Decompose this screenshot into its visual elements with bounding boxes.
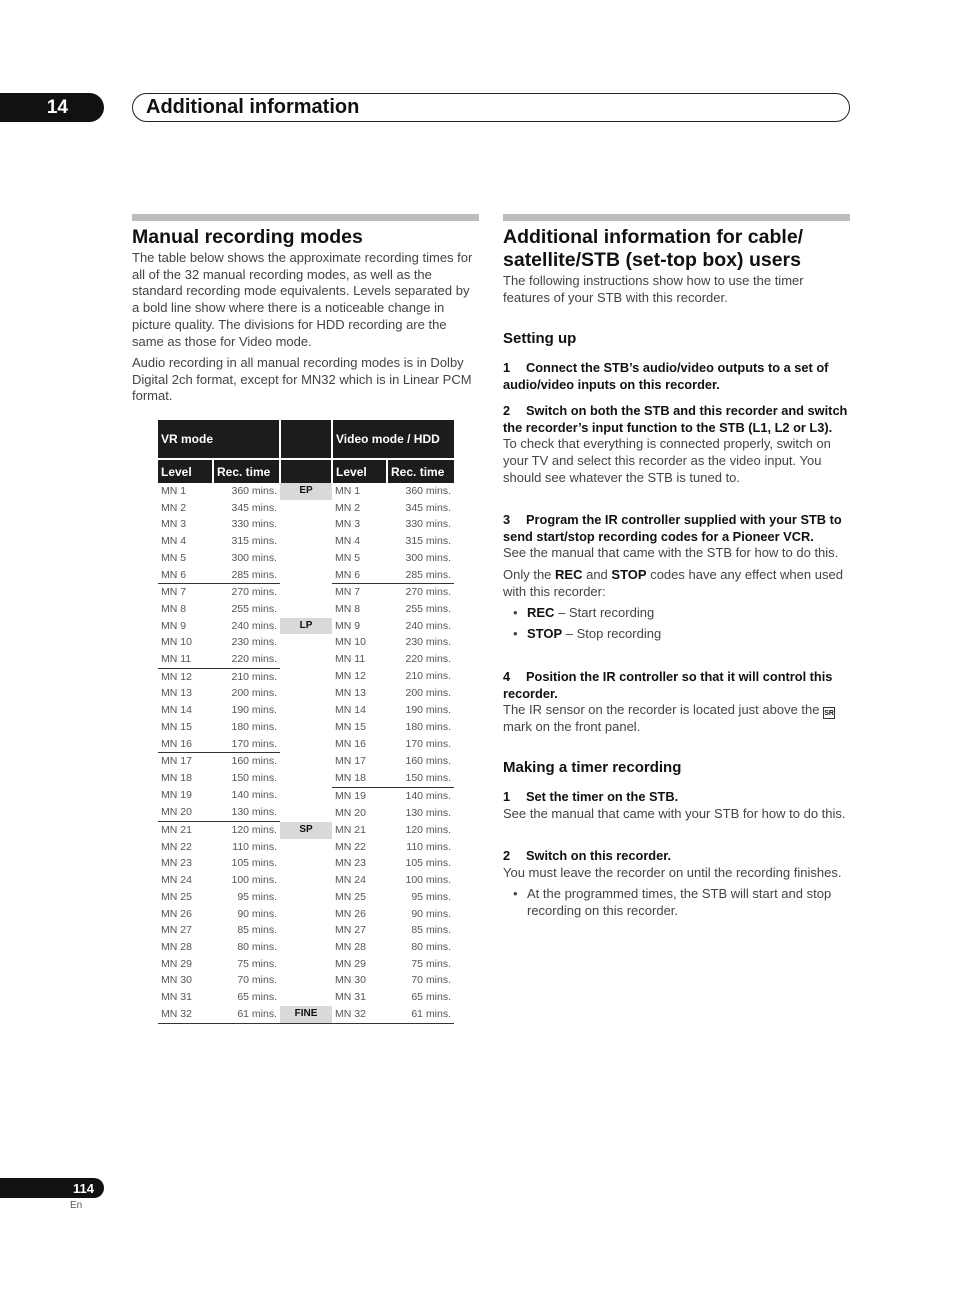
- video-time-cell: 160 mins.: [405, 755, 452, 767]
- equivalent-mode-cell: [280, 601, 332, 618]
- table-row: [158, 822, 454, 839]
- video-time-cell: 120 mins.: [405, 823, 452, 836]
- step-1: [503, 360, 850, 393]
- table-row: [158, 922, 454, 939]
- table-row: [158, 839, 454, 856]
- vr-time-cell: 220 mins.: [231, 653, 278, 666]
- step-2-body: To check that everything is connected properly, switch on your TV and select this recorder as the video input. You should see whatever the STB is tuned to.: [503, 436, 831, 485]
- page-number: 114: [0, 1178, 104, 1198]
- step-3-number: 3: [503, 512, 511, 527]
- video-level-cell: MN 5: [335, 551, 361, 564]
- vr-level-cell: MN 23: [161, 857, 192, 870]
- vr-level-cell: MN 20: [161, 806, 192, 819]
- video-time-cell: 61 mins.: [387, 1006, 454, 1023]
- equivalent-mode-cell: [280, 651, 332, 668]
- table-row: [158, 787, 454, 804]
- stop-code: STOP: [611, 566, 647, 582]
- section-divider-left: [132, 214, 479, 221]
- table-row: [158, 668, 454, 685]
- vr-level-cell: MN 6: [161, 568, 187, 581]
- video-time-cell: 360 mins.: [405, 485, 452, 497]
- vr-time-cell: 255 mins.: [231, 602, 278, 615]
- video-level-cell: MN 26: [335, 907, 366, 920]
- equivalent-mode-cell: FINE: [280, 1006, 332, 1023]
- equivalent-mode-cell: [280, 719, 332, 736]
- equivalent-mode-cell: [280, 972, 332, 989]
- equivalent-mode-cell: EP: [280, 483, 332, 500]
- video-time-cell: 220 mins.: [405, 653, 452, 666]
- video-time-cell: 285 mins.: [405, 568, 452, 581]
- vr-level-cell: MN 28: [161, 940, 192, 953]
- equivalent-mode-cell: LP: [280, 618, 332, 635]
- video-level-cell: MN 28: [335, 940, 366, 953]
- rec-code: REC: [555, 566, 583, 582]
- video-level-cell: MN 18: [335, 771, 366, 784]
- vr-time-cell: 315 mins.: [231, 535, 278, 548]
- vr-time-cell: 110 mins.: [232, 840, 278, 853]
- vr-time-cell: 190 mins.: [231, 704, 278, 717]
- vr-time-cell: 285 mins.: [231, 568, 278, 581]
- vr-level-cell: MN 3: [161, 518, 187, 531]
- timer-step-2-bullet: • At the programmed times, the STB will start and stop recording on this recorder.: [513, 886, 832, 918]
- vr-level-cell: MN 21: [158, 822, 213, 839]
- video-level-cell: MN 9: [335, 619, 361, 632]
- video-level-cell: MN 25: [335, 890, 366, 903]
- video-level-cell: MN 23: [335, 857, 366, 870]
- table-row: [158, 972, 454, 989]
- table-row: [158, 889, 454, 906]
- equivalent-mode-cell: [280, 804, 332, 821]
- vr-level-cell: MN 7: [158, 584, 213, 601]
- sr-mark-icon: SR: [823, 707, 835, 719]
- video-level-cell: MN 13: [335, 687, 366, 700]
- table-row: [158, 872, 454, 889]
- video-level-cell: MN 1: [335, 485, 361, 497]
- vr-level-cell: MN 13: [161, 687, 192, 700]
- video-level-cell: MN 21: [335, 823, 366, 836]
- equivalent-mode-cell: [280, 839, 332, 856]
- vr-time-cell: 360 mins.: [231, 485, 278, 497]
- vr-level-cell: MN 17: [158, 753, 213, 770]
- vr-time-cell: 105 mins.: [231, 857, 278, 870]
- equivalent-header: [280, 420, 332, 459]
- timer-step-2-number: 2: [503, 848, 511, 863]
- vr-time-cell: 80 mins.: [237, 940, 278, 953]
- video-time-cell: 85 mins.: [411, 924, 452, 937]
- vr-level-cell: MN 5: [161, 551, 187, 564]
- video-time-cell: 95 mins.: [411, 890, 452, 903]
- equivalent-mode-cell: [280, 956, 332, 973]
- timer-step-1-text: Set the timer on the STB.: [526, 789, 679, 804]
- table-row: [158, 533, 454, 550]
- video-time-cell: 345 mins.: [405, 501, 452, 514]
- vr-time-cell: 95 mins.: [237, 890, 278, 903]
- table-row: [158, 634, 454, 651]
- vr-time-cell: 210 mins.: [213, 668, 280, 685]
- table-row: [158, 550, 454, 567]
- timer-step-1-number: 1: [503, 789, 511, 804]
- table-row: [158, 989, 454, 1006]
- vr-level-cell: MN 19: [161, 789, 192, 802]
- vr-level-cell: MN 32: [158, 1006, 213, 1023]
- subheading-timer-recording: Making a timer recording: [503, 759, 682, 776]
- table-row: [158, 719, 454, 736]
- equivalent-mode-cell: [280, 889, 332, 906]
- table-row: [158, 584, 454, 601]
- table-row: [158, 702, 454, 719]
- vr-level-cell: MN 18: [161, 772, 192, 785]
- vr-level-cell: MN 31: [161, 991, 192, 1004]
- vr-time-cell: 200 mins.: [231, 687, 278, 700]
- step-2: [503, 403, 850, 486]
- table-row: [158, 483, 454, 500]
- video-time-cell: 180 mins.: [405, 720, 452, 733]
- step-2-text: Switch on both the STB and this recorder and switch the recorder’s input function to the STB (L1, L2 or L3).: [503, 403, 848, 435]
- video-level-cell: MN 24: [335, 874, 366, 887]
- video-level-cell: MN 7: [332, 584, 387, 601]
- manual-modes-audio-note: Audio recording in all manual recording modes is in Dolby Digital 2ch format, except for MN32 which is in Linear PCM format.: [132, 355, 472, 404]
- video-time-cell: 330 mins.: [405, 518, 452, 531]
- table-row: [158, 500, 454, 517]
- video-time-cell: 315 mins.: [405, 535, 452, 548]
- vr-time-cell: 90 mins.: [237, 907, 278, 920]
- video-time-cell: 270 mins.: [387, 584, 454, 601]
- vr-level-cell: MN 16: [161, 737, 192, 750]
- video-time-cell: 90 mins.: [411, 907, 452, 920]
- equivalent-mode-cell: [280, 770, 332, 787]
- chapter-title: Additional information: [132, 93, 850, 122]
- timer-step-2-text: Switch on this recorder.: [526, 848, 672, 863]
- vr-level-cell: MN 29: [161, 957, 192, 970]
- section-title-stb-line1: Additional information for cable/: [503, 226, 804, 248]
- equivalent-mode-cell: [280, 668, 332, 685]
- equivalent-mode-cell: [280, 567, 332, 584]
- video-time-cell: 150 mins.: [405, 771, 452, 784]
- video-time-cell: 140 mins.: [387, 787, 454, 804]
- video-level-cell: MN 19: [332, 787, 387, 804]
- recording-modes-table: [158, 420, 454, 1024]
- level-header-vr: Level: [158, 459, 213, 483]
- video-mode-header: Video mode / HDD: [332, 420, 454, 459]
- video-time-cell: 70 mins.: [411, 974, 452, 987]
- step-4-number: 4: [503, 669, 511, 684]
- equivalent-mode-cell: SP: [280, 822, 332, 839]
- equivalent-mode-cell: [280, 634, 332, 651]
- video-level-cell: MN 3: [335, 518, 361, 531]
- table-row: [158, 753, 454, 770]
- timer-step-2: [503, 848, 850, 920]
- equivalent-mode-cell: [280, 906, 332, 923]
- video-level-cell: MN 14: [335, 704, 366, 717]
- vr-time-cell: 170 mins.: [231, 737, 278, 750]
- table-row: [158, 618, 454, 635]
- timer-step-1-body: See the manual that came with your STB for how to do this.: [503, 805, 846, 821]
- step-4: [503, 669, 850, 736]
- vr-level-cell: MN 4: [161, 535, 187, 548]
- vr-time-cell: 300 mins.: [231, 551, 278, 564]
- rec-time-header-vr: Rec. time: [213, 459, 280, 483]
- table-row: [158, 567, 454, 584]
- vr-time-cell: 85 mins.: [237, 924, 278, 937]
- table-row: [158, 1006, 454, 1023]
- step-3-codes-note: Only the REC and STOP codes have any effect when used with this recorder:: [503, 566, 843, 599]
- video-level-cell: MN 8: [335, 602, 361, 615]
- vr-time-cell: 180 mins.: [231, 720, 278, 733]
- section-title-stb-line2: satellite/STB (set-top box) users: [503, 249, 801, 271]
- video-time-cell: 300 mins.: [405, 551, 452, 564]
- video-time-cell: 80 mins.: [411, 940, 452, 953]
- vr-level-cell: MN 1: [161, 485, 187, 497]
- vr-level-cell: MN 15: [161, 720, 192, 733]
- equivalent-mode-cell: [280, 736, 332, 753]
- video-time-cell: 105 mins.: [405, 857, 452, 870]
- step-1-text: Connect the STB’s audio/video outputs to a set of audio/video inputs on this recorder.: [503, 360, 829, 392]
- table-row: [158, 770, 454, 787]
- manual-modes-intro: The table below shows the approximate recording times for all of the 32 manual recording modes, as well as the standard recording mode equivalents. Levels separated by a bold line show where there is a noticeable change in picture quality. The divisions for HDD recording are the same as those for Video mode.: [132, 250, 473, 349]
- level-header-video: Level: [332, 459, 387, 483]
- vr-time-cell: 65 mins.: [237, 991, 278, 1004]
- video-level-cell: MN 6: [335, 568, 361, 581]
- video-time-cell: 210 mins.: [405, 670, 452, 683]
- equivalent-mode-cell: [280, 753, 332, 770]
- vr-mode-header: VR mode: [158, 420, 280, 459]
- vr-level-cell: MN 22: [161, 840, 192, 853]
- step-4-body: The IR sensor on the recorder is located just above the SR mark on the front panel.: [503, 702, 834, 735]
- video-time-cell: 230 mins.: [405, 636, 452, 649]
- equivalent-mode-cell: [280, 787, 332, 804]
- vr-level-cell: MN 10: [161, 636, 192, 649]
- equivalent-mode-cell: [280, 500, 332, 517]
- subheading-setting-up: Setting up: [503, 330, 577, 347]
- timer-step-1: [503, 789, 850, 822]
- table-row: [158, 956, 454, 973]
- vr-level-cell: MN 12: [158, 668, 213, 685]
- video-level-cell: MN 16: [335, 737, 366, 750]
- video-time-cell: 75 mins.: [411, 957, 452, 970]
- chapter-number-tab: [0, 93, 104, 122]
- equivalent-mode-cell: [280, 516, 332, 533]
- step-3-text: Program the IR controller supplied with your STB to send start/stop recording codes for a Pioneer VCR.: [503, 512, 842, 544]
- video-time-cell: 130 mins.: [405, 806, 452, 819]
- equivalent-mode-cell: [280, 702, 332, 719]
- section-divider-right: [503, 214, 850, 221]
- chapter-number: 14: [46, 96, 68, 118]
- timer-step-2-body: You must leave the recorder on until the recording finishes.: [503, 864, 842, 880]
- video-level-cell: MN 29: [335, 957, 366, 970]
- vr-time-cell: 140 mins.: [231, 789, 278, 802]
- language-code: En: [70, 1200, 83, 1211]
- equivalent-mode-cell: [280, 685, 332, 702]
- vr-time-cell: 120 mins.: [213, 822, 280, 839]
- video-level-cell: MN 12: [335, 670, 366, 683]
- vr-time-cell: 345 mins.: [231, 501, 278, 514]
- equivalent-mode-cell: [280, 550, 332, 567]
- vr-time-cell: 61 mins.: [213, 1006, 280, 1023]
- table-row: [158, 685, 454, 702]
- video-level-cell: MN 22: [335, 840, 366, 853]
- equivalent-mode-cell: [280, 872, 332, 889]
- table-row: [158, 601, 454, 618]
- vr-time-cell: 160 mins.: [213, 753, 280, 770]
- rec-time-header-video: Rec. time: [387, 459, 454, 483]
- section-title-manual-modes: Manual recording modes: [132, 226, 363, 248]
- video-time-cell: 200 mins.: [405, 687, 452, 700]
- vr-level-cell: MN 8: [161, 602, 187, 615]
- equivalent-mode-cell: [280, 989, 332, 1006]
- vr-time-cell: 270 mins.: [213, 584, 280, 601]
- video-time-cell: 240 mins.: [405, 619, 452, 632]
- vr-time-cell: 100 mins.: [231, 874, 278, 887]
- table-row: [158, 855, 454, 872]
- step-4-text: Position the IR controller so that it will control this recorder.: [503, 669, 833, 701]
- video-level-cell: MN 27: [335, 924, 366, 937]
- video-level-cell: MN 17: [335, 755, 366, 767]
- vr-time-cell: 70 mins.: [237, 974, 278, 987]
- equivalent-mode-cell: [280, 584, 332, 601]
- vr-level-cell: MN 24: [161, 874, 192, 887]
- vr-time-cell: 130 mins.: [231, 806, 278, 819]
- step-2-number: 2: [503, 403, 511, 418]
- video-time-cell: 190 mins.: [405, 704, 452, 717]
- vr-level-cell: MN 11: [161, 653, 192, 666]
- vr-time-cell: 75 mins.: [237, 957, 278, 970]
- video-level-cell: MN 30: [335, 974, 366, 987]
- video-level-cell: MN 15: [335, 720, 366, 733]
- equivalent-mode-cell: [280, 939, 332, 956]
- bullet-rec: • REC – Start recording: [513, 605, 655, 621]
- video-level-cell: MN 10: [335, 636, 366, 649]
- table-row: [158, 651, 454, 668]
- section-title-stb: [503, 226, 850, 272]
- video-time-cell: 170 mins.: [405, 737, 452, 750]
- video-time-cell: 255 mins.: [405, 602, 452, 615]
- bullet-stop: • STOP – Stop recording: [513, 626, 662, 641]
- vr-level-cell: MN 9: [161, 619, 187, 632]
- table-row: [158, 516, 454, 533]
- video-level-cell: MN 20: [335, 806, 366, 819]
- vr-level-cell: MN 14: [161, 704, 192, 717]
- video-level-cell: MN 4: [335, 535, 361, 548]
- video-level-cell: MN 11: [335, 653, 366, 666]
- vr-level-cell: MN 30: [161, 974, 192, 987]
- video-level-cell: MN 31: [335, 991, 366, 1004]
- video-level-cell: MN 32: [332, 1006, 387, 1023]
- video-time-cell: 65 mins.: [411, 991, 452, 1004]
- vr-level-cell: MN 25: [161, 890, 192, 903]
- stb-intro: The following instructions show how to use the timer features of your STB with this recorder.: [503, 273, 804, 305]
- vr-level-cell: MN 2: [161, 501, 187, 514]
- vr-level-cell: MN 26: [161, 907, 192, 920]
- vr-time-cell: 150 mins.: [231, 772, 278, 785]
- equivalent-mode-cell: [280, 922, 332, 939]
- vr-time-cell: 240 mins.: [231, 619, 278, 632]
- table-row: [158, 804, 454, 821]
- vr-time-cell: 230 mins.: [231, 636, 278, 649]
- table-row: [158, 736, 454, 753]
- video-time-cell: 100 mins.: [405, 874, 452, 887]
- table-row: [158, 939, 454, 956]
- video-time-cell: 110 mins.: [406, 840, 452, 853]
- vr-level-cell: MN 27: [161, 924, 192, 937]
- equivalent-mode-cell: [280, 533, 332, 550]
- step-3: [503, 512, 850, 643]
- video-level-cell: MN 2: [335, 501, 361, 514]
- step-1-number: 1: [503, 360, 511, 375]
- equivalent-mode-cell: [280, 855, 332, 872]
- step-3-body: See the manual that came with the STB for how to do this.: [503, 545, 839, 561]
- vr-time-cell: 330 mins.: [231, 518, 278, 531]
- table-row: [158, 906, 454, 923]
